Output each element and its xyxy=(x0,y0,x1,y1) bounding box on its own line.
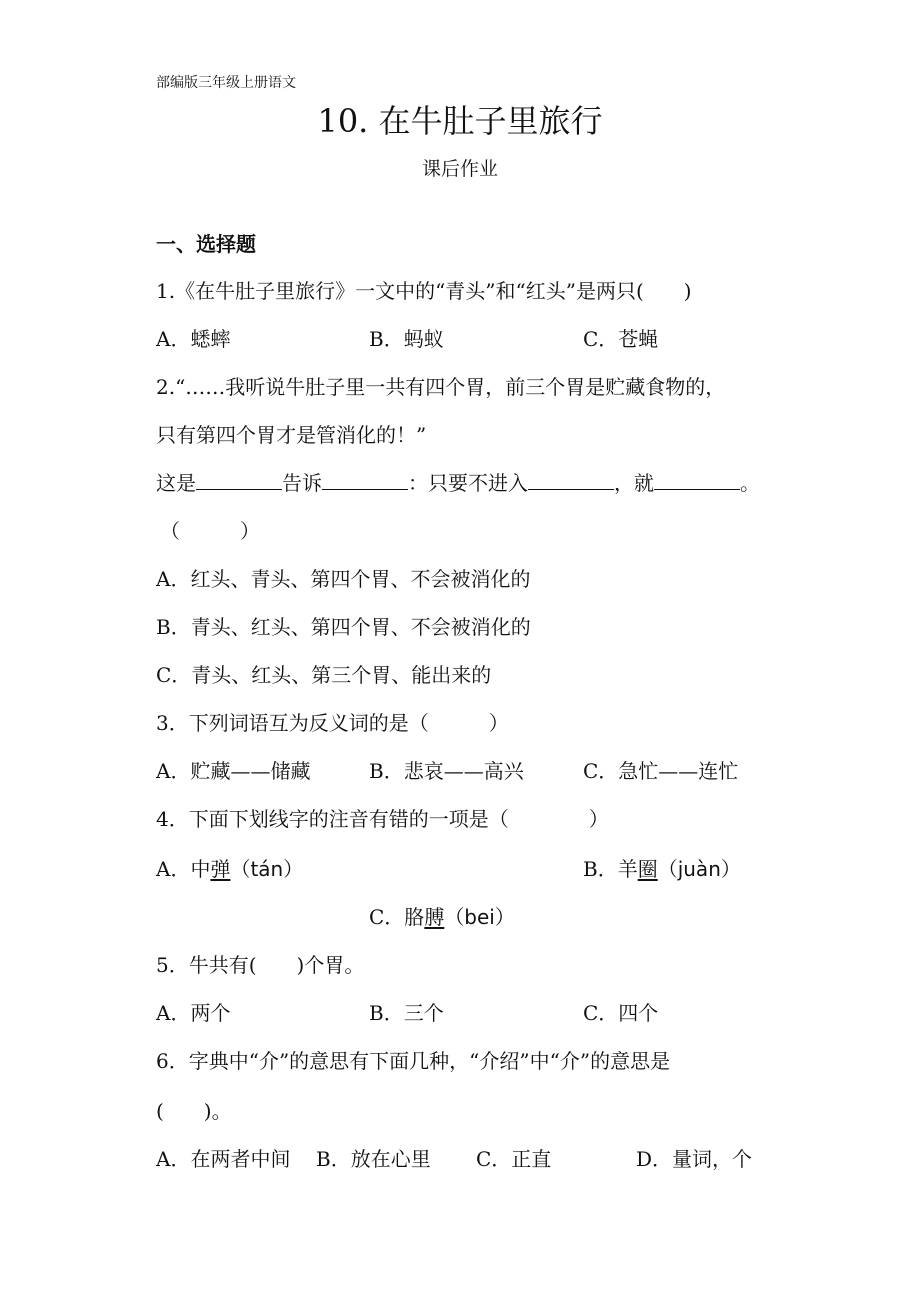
question-4-option-a xyxy=(156,853,303,882)
page-subtitle: 课后作业 xyxy=(421,158,498,180)
question-2-stem-line1: 2.“……我听说牛肚子里一共有四个胃，前三个胃是贮藏食物的， xyxy=(156,375,726,399)
fill-text-4: ，就 xyxy=(614,471,654,495)
question-4-stem: 4．下面下划线字的注音有错的一项是（ ） xyxy=(156,807,609,831)
question-2-option-b: B．青头、红头、第四个胃、不会被消化的 xyxy=(156,615,531,639)
question-4-option-b xyxy=(583,853,741,882)
question-3-option-c: C．急忙——连忙 xyxy=(583,759,739,783)
question-3-option-b: B．悲哀——高兴 xyxy=(369,759,524,783)
pinyin: （bei） xyxy=(444,905,515,929)
question-1-option-c: C．苍蝇 xyxy=(583,327,659,351)
pinyin: （juàn） xyxy=(657,857,741,881)
question-3-option-a: A．贮藏——储藏 xyxy=(156,759,311,783)
question-4-option-c xyxy=(369,901,515,930)
pinyin: （tán） xyxy=(230,857,304,881)
question-6-option-c: C．正直 xyxy=(476,1147,552,1171)
fill-blank-1 xyxy=(196,473,282,490)
option-prefix: C．胳 xyxy=(369,905,425,929)
fill-text-3: ：只要不进入 xyxy=(408,471,528,495)
option-prefix: A．中 xyxy=(156,857,211,881)
question-2-fill-line xyxy=(156,467,760,496)
fill-text-1: 这是 xyxy=(156,471,196,495)
underlined-char: 膊 xyxy=(424,905,445,929)
question-5-option-c: C．四个 xyxy=(583,1001,659,1025)
question-3-stem: 3．下列词语互为反义词的是（ ） xyxy=(156,711,509,735)
section-heading: 一、选择题 xyxy=(156,232,256,256)
question-6-option-b: B．放在心里 xyxy=(316,1147,431,1171)
question-1-stem: 1.《在牛肚子里旅行》一文中的“青头”和“红头”是两只( ) xyxy=(156,279,692,303)
fill-text-2: 告诉 xyxy=(282,471,322,495)
question-1-option-a: A．蟋蟀 xyxy=(156,327,231,351)
option-prefix: B．羊 xyxy=(583,857,638,881)
header-book-label: 部编版三年级上册语文 xyxy=(156,75,296,91)
underlined-char: 弹 xyxy=(210,857,231,881)
question-5-stem: 5．牛共有( )个胃。 xyxy=(156,953,365,977)
question-6-option-a: A．在两者中间 xyxy=(156,1147,291,1171)
question-2-option-a: A．红头、青头、第四个胃、不会被消化的 xyxy=(156,567,531,591)
question-6-option-d: D．量词，个 xyxy=(636,1147,753,1171)
fill-blank-4 xyxy=(654,473,740,490)
question-6-stem-line1: 6．字典中“介”的意思有下面几种，“介绍”中“介”的意思是 xyxy=(156,1049,671,1073)
underlined-char: 圈 xyxy=(637,857,658,881)
question-5-option-a: A．两个 xyxy=(156,1001,231,1025)
question-2-answer-paren: （ ） xyxy=(160,519,260,543)
fill-blank-2 xyxy=(322,473,408,490)
fill-text-5: 。 xyxy=(740,471,760,495)
page-title: 10. 在牛肚子里旅行 xyxy=(317,102,603,140)
question-1-option-b: B．蚂蚁 xyxy=(369,327,444,351)
question-6-stem-line2: ( )。 xyxy=(156,1099,232,1123)
question-5-option-b: B．三个 xyxy=(369,1001,444,1025)
question-2-stem-line2: 只有第四个胃才是管消化的！” xyxy=(156,423,427,447)
question-2-option-c: C．青头、红头、第三个胃、能出来的 xyxy=(156,663,492,687)
fill-blank-3 xyxy=(528,473,614,490)
